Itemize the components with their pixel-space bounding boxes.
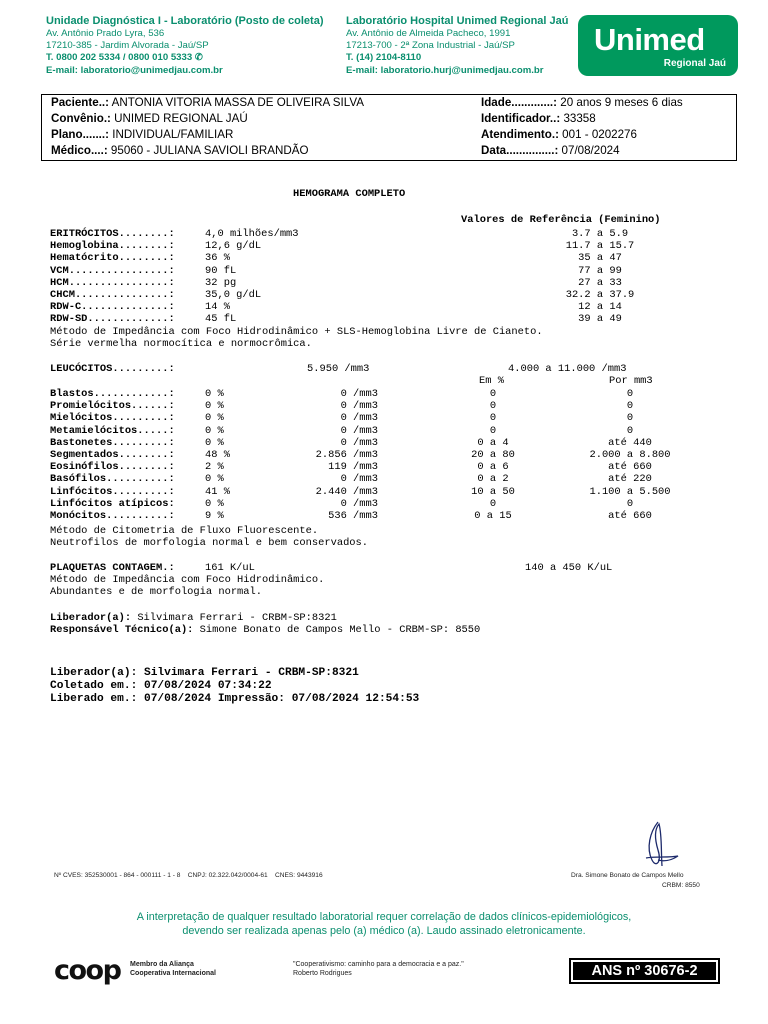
red-series-reference: 3.7 a 5.9 xyxy=(571,228,629,240)
summary-released: Liberado em.: 07/08/2024 Impressão: 07/08/2024 12:54:53 xyxy=(50,693,420,705)
doctor-row xyxy=(51,143,309,159)
age-row xyxy=(481,95,683,111)
signer-name: Dra. Simone Bonato de Campos Mello xyxy=(571,872,684,879)
red-series-reference: 35 a 47 xyxy=(578,252,622,265)
red-series-reference: 77 a 99 xyxy=(578,264,622,277)
unimed-logo-sub: Regional Jaú xyxy=(663,58,726,69)
red-series-reference: 32.2 a 37.9 xyxy=(565,289,635,301)
unit-address-line2: 17210-385 - Jardim Alvorada - Jaú/SP xyxy=(46,40,209,52)
white-series-label: Linfócitos atípicos: xyxy=(50,497,175,510)
white-series-percent: 2 % xyxy=(205,461,224,474)
patient-name: ANTONIA VITORIA MASSA DE OLIVEIRA SILVA xyxy=(111,96,364,109)
report-title xyxy=(293,188,405,200)
ans-number: ANS nº 30676-2 xyxy=(573,962,716,980)
platelets-note: Abundantes e de morfologia normal. xyxy=(50,586,263,598)
white-series-percent: 0 % xyxy=(205,473,224,486)
unimed-logo-name: Unimed xyxy=(594,22,705,57)
white-series-label: Mielócitos.........: xyxy=(50,412,175,425)
white-series-ref-absolute: até 660 xyxy=(608,510,652,522)
leuco-label xyxy=(50,363,175,375)
white-series-absolute: 0 /mm3 xyxy=(340,497,378,510)
red-series-label: Hematócrito........: xyxy=(50,252,175,265)
plan-label: Plano.......: xyxy=(51,128,109,141)
date-row xyxy=(481,143,620,159)
white-series-label: Linfócitos.........: xyxy=(50,485,175,498)
red-series-value: 35,0 g/dL xyxy=(205,289,262,301)
age-label: Idade.............: xyxy=(481,96,558,109)
attendance-value: 001 - 0202276 xyxy=(562,128,637,141)
white-series-ref-percent: 0 a 6 xyxy=(477,461,509,474)
white-series-ref-absolute: 0 xyxy=(626,388,634,400)
white-series-absolute: 0 /mm3 xyxy=(340,388,378,400)
attendance-label: Atendimento.: xyxy=(481,128,559,141)
releaser-line xyxy=(50,612,337,624)
red-series-label: Hemoglobina........: xyxy=(50,240,175,253)
white-series-label: Eosinófilos........: xyxy=(50,461,175,474)
hospital-title: Laboratório Hospital Unimed Regional Jaú xyxy=(346,15,569,27)
releaser-value: Silvimara Ferrari - CRBM-SP:8321 xyxy=(137,612,337,624)
red-series-label: HCM................: xyxy=(50,276,175,289)
hospital-address-line2: 17213-700 - 2ª Zona Industrial - Jaú/SP xyxy=(346,40,515,52)
leuco-reference: 4.000 a 11.000 /mm3 xyxy=(508,363,627,375)
white-series-absolute: 0 /mm3 xyxy=(340,400,378,413)
coop-caption-line1: Membro da Aliança xyxy=(130,961,194,968)
report-title-text: HEMOGRAMA COMPLETO xyxy=(293,188,406,200)
red-series-value: 36 % xyxy=(205,252,230,265)
legal-notice-line2: devendo ser realizada apenas pelo (a) médico (a). Laudo assinado eletronicamente. xyxy=(182,924,586,937)
white-series-absolute: 536 /mm3 xyxy=(328,510,378,522)
hospital-phone: T. (14) 2104-8110 xyxy=(346,52,422,64)
red-series-label: VCM................: xyxy=(50,264,175,277)
white-series-absolute: 119 /mm3 xyxy=(328,461,378,474)
date-label: Data...............: xyxy=(481,144,559,157)
doctor-label: Médico....: xyxy=(51,144,108,157)
date-value: 07/08/2024 xyxy=(561,144,620,157)
cooperative-quote xyxy=(293,960,464,978)
signer-crbm: CRBM: 8550 xyxy=(662,882,700,889)
platelets-reference: 140 a 450 K/uL xyxy=(525,562,613,574)
unit-title: Unidade Diagnóstica I - Laboratório (Posto de coleta) xyxy=(46,15,324,27)
white-series-ref-absolute: 0 xyxy=(626,424,634,437)
white-series-ref-percent: 20 a 80 xyxy=(471,449,515,461)
white-series-percent: 0 % xyxy=(205,436,224,449)
platelets-method: Método de Impedância com Foco Hidrodinâmico. xyxy=(50,574,325,586)
red-series-value: 4,0 milhões/mm3 xyxy=(205,228,299,240)
white-series-absolute: 2.440 /mm3 xyxy=(315,485,378,498)
technician-value: Simone Bonato de Campos Mello - CRBM-SP: 8550 xyxy=(199,624,481,636)
insurance-row xyxy=(51,111,248,127)
reference-header-text: Valores de Referência (Feminino) xyxy=(461,214,661,226)
insurance-value: UNIMED REGIONAL JAÚ xyxy=(114,112,248,125)
white-series-percent: 9 % xyxy=(205,510,224,522)
white-series-percent: 48 % xyxy=(205,449,230,461)
red-series-label: RDW-C..............: xyxy=(50,301,175,314)
red-method: Método de Impedância com Foco Hidrodinâmico + SLS-Hemoglobina Livre de Cianeto. xyxy=(50,326,543,338)
identifier-value: 33358 xyxy=(563,112,596,125)
red-series-value: 12,6 g/dL xyxy=(205,240,262,253)
white-series-ref-percent: 0 a 4 xyxy=(477,436,509,449)
platelets-label xyxy=(50,562,175,574)
header-right-address xyxy=(346,15,571,77)
legal-notice-line1: A interpretação de qualquer resultado laboratorial requer correlação de dados clínicos-epidemiológicos, xyxy=(136,911,632,923)
white-series-ref-percent: 0 xyxy=(489,424,497,437)
red-series-value: 32 pg xyxy=(205,276,237,289)
identifier-row xyxy=(481,111,596,127)
patient-info-box xyxy=(41,94,737,161)
unit-phone xyxy=(46,52,336,64)
white-series-ref-absolute: 0 xyxy=(626,400,634,413)
white-series-percent: 0 % xyxy=(205,388,224,400)
signature-scribble xyxy=(628,820,688,872)
legal-notice xyxy=(0,911,768,938)
white-series-absolute: 2.856 /mm3 xyxy=(315,449,378,461)
white-series-ref-percent: 10 a 50 xyxy=(471,485,515,498)
identifier-label: Identificador..: xyxy=(481,112,561,125)
red-series-reference: 11.7 a 15.7 xyxy=(565,240,635,253)
coop-caption xyxy=(130,960,216,978)
white-series-absolute: 0 /mm3 xyxy=(340,473,378,486)
ans-badge xyxy=(569,958,720,984)
white-series-label: Promielócitos......: xyxy=(50,400,175,413)
leuco-label-text: LEUCÓCITOS.........: xyxy=(50,363,175,375)
white-note: Neutrofilos de morfologia normal e bem conservados. xyxy=(50,537,369,549)
white-series-percent: 0 % xyxy=(205,400,224,413)
summary-block xyxy=(50,667,419,706)
red-series-reference: 27 a 33 xyxy=(578,276,622,289)
white-series-ref-absolute: 0 xyxy=(626,412,634,425)
summary-collected: Coletado em.: 07/08/2024 07:34:22 xyxy=(50,680,272,692)
column-per-mm3: Por mm3 xyxy=(609,375,653,387)
technician-label: Responsável Técnico(a): xyxy=(50,624,194,636)
white-series-absolute: 0 /mm3 xyxy=(340,436,378,449)
technician-line xyxy=(50,624,480,636)
red-series-value: 45 fL xyxy=(205,313,237,326)
white-series-ref-percent: 0 a 15 xyxy=(474,510,512,522)
white-series-ref-percent: 0 xyxy=(489,497,497,510)
white-series-percent: 0 % xyxy=(205,412,224,425)
plan-row xyxy=(51,127,233,143)
white-series-ref-absolute: 2.000 a 8.800 xyxy=(589,449,671,461)
leuco-value: 5.950 /mm3 xyxy=(307,363,370,375)
unit-address-line1: Av. Antônio Prado Lyra, 536 xyxy=(46,28,165,39)
doctor-value: 95060 - JULIANA SAVIOLI BRANDÃO xyxy=(110,144,309,157)
white-series-ref-absolute: 1.100 a 5.500 xyxy=(589,485,671,498)
red-series-label: CHCM...............: xyxy=(50,289,175,301)
white-series-percent: 0 % xyxy=(205,497,224,510)
white-method: Método de Citometria de Fluxo Fluorescente. xyxy=(50,525,319,537)
coop-logo-text: coop xyxy=(54,955,121,986)
platelets-value: 161 K/uL xyxy=(205,562,255,574)
white-series-percent: 0 % xyxy=(205,424,224,437)
white-series-ref-percent: 0 xyxy=(489,412,497,425)
header-left-address xyxy=(46,15,336,77)
white-series-ref-absolute: até 220 xyxy=(608,473,652,486)
patient-name-row xyxy=(51,95,364,111)
column-em-percent: Em % xyxy=(479,375,504,387)
red-series-value: 14 % xyxy=(205,301,230,314)
white-series-label: Metamielócitos.....: xyxy=(50,424,175,437)
white-series-ref-percent: 0 xyxy=(489,400,497,413)
white-series-label: Blastos............: xyxy=(50,388,175,400)
white-series-absolute: 0 /mm3 xyxy=(340,424,378,437)
white-series-ref-absolute: 0 xyxy=(626,497,634,510)
white-series-ref-absolute: até 440 xyxy=(608,436,652,449)
white-series-absolute: 0 /mm3 xyxy=(340,412,378,425)
releaser-label: Liberador(a): xyxy=(50,612,132,624)
plan-value: INDIVIDUAL/FAMILIAR xyxy=(112,128,234,141)
red-series-value: 90 fL xyxy=(205,264,237,277)
insurance-label: Convênio.: xyxy=(51,112,111,125)
red-series-label: RDW-SD.............: xyxy=(50,313,175,326)
red-series-reference: 12 a 14 xyxy=(578,301,622,314)
hospital-address-line1: Av. Antônio de Almeida Pacheco, 1991 xyxy=(346,28,511,39)
patient-name-label: Paciente..: xyxy=(51,96,109,109)
summary-releaser: Liberador(a): Silvimara Ferrari - CRBM-SP:8321 xyxy=(50,667,359,679)
red-series-label: ERITRÓCITOS........: xyxy=(50,228,175,240)
white-series-percent: 41 % xyxy=(205,485,230,498)
platelets-label-text: PLAQUETAS CONTAGEM.: xyxy=(50,562,175,574)
white-series-ref-absolute: até 660 xyxy=(608,461,652,474)
registration-numbers: Nº CVES: 352530001 - 864 - 000111 - 1 - 8 CNPJ: 02.322.042/0004-61 CNES: 9443916 xyxy=(54,872,323,879)
white-series-label: Basófilos..........: xyxy=(50,473,175,486)
white-series-label: Bastonetes.........: xyxy=(50,436,175,449)
coop-caption-line2: Cooperativa Internacional xyxy=(130,970,216,977)
white-series-label: Monócitos..........: xyxy=(50,510,175,522)
unimed-logo xyxy=(578,15,738,76)
white-series-ref-percent: 0 a 2 xyxy=(477,473,509,486)
whatsapp-icon: ✆ xyxy=(194,52,203,64)
coop-logo xyxy=(54,955,120,987)
reference-header xyxy=(461,214,661,226)
white-series-label: Segmentados........: xyxy=(50,449,175,461)
red-note: Série vermelha normocítica e normocrômica. xyxy=(50,338,312,350)
quote-line1: "Cooperativismo: caminho para a democracia e a paz." xyxy=(293,961,464,968)
quote-line2: Roberto Rodrigues xyxy=(293,970,352,977)
unit-email: E-mail: laboratorio@unimedjau.com.br xyxy=(46,64,223,76)
unit-phone-text: T. 0800 202 5334 / 0800 010 5333 xyxy=(46,52,193,64)
white-series-ref-percent: 0 xyxy=(489,388,497,400)
red-series-reference: 39 a 49 xyxy=(578,313,622,326)
age-value: 20 anos 9 meses 6 dias xyxy=(560,96,683,109)
hospital-email: E-mail: laboratorio.hurj@unimedjau.com.br xyxy=(346,64,544,76)
attendance-row xyxy=(481,127,637,143)
